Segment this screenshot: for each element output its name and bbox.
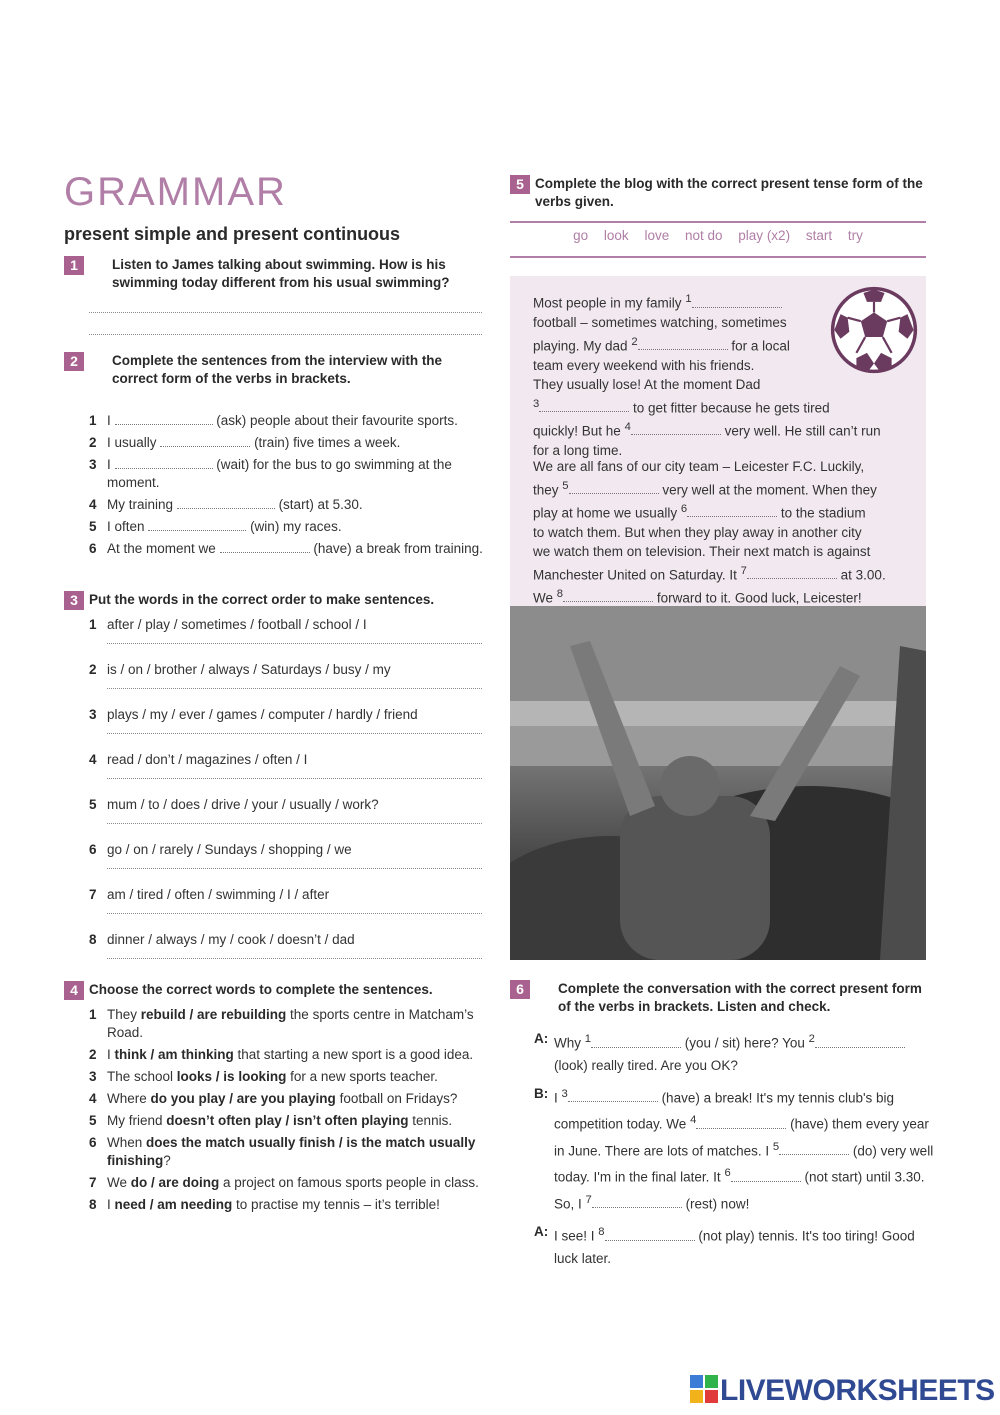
item-number: 5	[89, 797, 97, 812]
item-number: 6	[89, 1135, 97, 1150]
list-item	[89, 706, 482, 724]
item-text: I usually	[107, 435, 157, 450]
choice-options[interactable]: think / am thinking	[114, 1047, 234, 1062]
blog-text: to get fitter because he gets tired	[633, 400, 830, 415]
item-number: 7	[89, 887, 97, 902]
list-item	[89, 496, 484, 514]
exercise-instruction: Complete the sentences from the interview with the correct form of the verbs in brackets.	[112, 353, 443, 386]
gap-number: 7	[740, 564, 747, 577]
answer-line[interactable]	[107, 913, 482, 914]
item-number: 2	[89, 1047, 97, 1062]
blog-text: Manchester United on Saturday. It	[533, 567, 737, 582]
gap-number: 6	[680, 502, 688, 515]
answer-gap[interactable]	[160, 435, 250, 447]
exercise-instruction: Complete the blog with the correct present tense form of the verbs given.	[535, 176, 923, 209]
item-number: 7	[89, 1175, 97, 1190]
item-text: dinner / always / my / cook / doesn’t / dad	[107, 932, 355, 947]
item-number: 5	[89, 519, 97, 534]
gap-number: 4	[624, 420, 631, 433]
blog-text: team every weekend with his friends.	[533, 357, 755, 373]
answer-gap[interactable]	[569, 482, 659, 494]
item-number: 6	[89, 842, 97, 857]
word-option: look	[603, 228, 629, 243]
answer-gap[interactable]	[148, 519, 246, 531]
word-option: love	[644, 228, 670, 243]
item-text: When	[107, 1135, 147, 1150]
blog-text: play at home we usually	[533, 505, 678, 520]
answer-gap[interactable]	[592, 1196, 682, 1208]
blog-text: very well. He still can’t run	[724, 423, 881, 438]
exercise-number: 4	[64, 981, 84, 1000]
gap-number: 7	[585, 1193, 592, 1206]
item-number: 8	[89, 1197, 97, 1212]
item-text: tennis.	[408, 1113, 453, 1128]
answer-gap[interactable]	[638, 338, 728, 350]
list-item	[89, 1046, 484, 1064]
blog-text: we watch them on television. Their next match is against	[533, 544, 871, 559]
item-text: I	[107, 1047, 115, 1062]
gap-number: 2	[631, 335, 638, 348]
exercise-number: 3	[64, 591, 84, 610]
item-text: (win) my races.	[250, 519, 342, 534]
choice-options[interactable]: do / are doing	[130, 1175, 220, 1190]
item-text: football on Fridays?	[335, 1091, 458, 1106]
blog-paragraph-2	[533, 457, 918, 608]
gap-number: 2	[808, 1033, 815, 1045]
exercise-number: 6	[510, 980, 530, 999]
gap-number: 6	[724, 1167, 731, 1179]
list-item	[89, 751, 482, 769]
item-number: 8	[89, 932, 97, 947]
list-item	[89, 518, 484, 536]
item-number: 5	[89, 1113, 97, 1128]
line-text: (look) really tired. Are you OK?	[554, 1057, 738, 1073]
blog-text: they	[533, 482, 559, 497]
item-number: 3	[89, 1069, 97, 1084]
stadium-fans-photo	[510, 606, 926, 960]
answer-line[interactable]	[107, 733, 482, 734]
blog-text: They usually lose! At the moment Dad	[533, 377, 761, 392]
choice-options[interactable]: do you play / are you playing	[150, 1091, 336, 1106]
exercise-1-heading	[64, 256, 484, 292]
list-item	[89, 886, 482, 904]
choice-options[interactable]: rebuild / are rebuilding	[140, 1007, 287, 1022]
page-title: GRAMMAR	[64, 170, 287, 214]
line-text: (rest) now!	[685, 1196, 750, 1211]
blog-text: Most people in my family	[533, 295, 682, 311]
answer-gap[interactable]	[692, 296, 782, 308]
page-subtitle: present simple and present continuous	[64, 224, 401, 244]
item-text: (have) a break from training.	[313, 541, 483, 556]
list-item	[89, 1134, 484, 1170]
answer-gap[interactable]	[115, 457, 213, 469]
item-text: plays / my / ever / games / computer / hardly / friend	[107, 707, 418, 722]
list-item	[89, 1006, 484, 1042]
exercise-4-items	[89, 1006, 484, 1218]
item-text: I	[107, 457, 111, 472]
exercise-instruction: Choose the correct words to complete the sentences.	[89, 982, 433, 997]
line-text: (not start) until 3.30. So, I	[554, 1169, 925, 1211]
item-text: is / on / brother / always / Saturdays / busy / my	[107, 662, 391, 677]
item-text: (train) five times a week.	[254, 435, 401, 450]
item-text: that starting a new sport is a good idea.	[233, 1047, 474, 1062]
line-text: (not play) tennis. It's too tiring! Good luck later.	[554, 1228, 915, 1266]
item-text: (wait) for the bus to go swimming at the moment.	[107, 457, 452, 490]
speaker: B:	[534, 1085, 549, 1101]
blog-text: football – sometimes watching, sometimes	[533, 315, 787, 330]
item-text: the sports centre in Matcham’s Road.	[107, 1007, 474, 1040]
exercise-number: 2	[64, 352, 84, 371]
list-item	[89, 616, 482, 634]
blog-paragraph-1	[533, 290, 913, 460]
item-text: I	[107, 1197, 115, 1212]
answer-gap[interactable]	[631, 423, 721, 435]
item-text: My friend	[107, 1113, 167, 1128]
item-number: 2	[89, 435, 97, 450]
item-text: for a new sports teacher.	[286, 1069, 438, 1084]
blog-text: playing. My dad	[533, 338, 628, 353]
list-item	[89, 661, 482, 679]
answer-gap[interactable]	[539, 400, 629, 412]
list-item	[89, 841, 482, 859]
answer-line[interactable]	[89, 312, 482, 313]
item-text: ?	[163, 1153, 171, 1168]
item-number: 2	[89, 662, 97, 677]
answer-gap[interactable]	[696, 1117, 786, 1129]
word-option: go	[573, 228, 589, 243]
speaker: A:	[534, 1031, 549, 1046]
item-number: 3	[89, 457, 97, 472]
blog-text: for a long time.	[533, 442, 623, 458]
blog-text: for a local	[731, 338, 790, 353]
item-text: (start) at 5.30.	[278, 497, 363, 512]
answer-gap[interactable]	[220, 541, 310, 553]
blog-text: forward to it. Good luck, Leicester!	[656, 590, 862, 605]
exercise-3-items	[89, 616, 482, 976]
item-text: mum / to / does / drive / your / usually / work?	[107, 797, 379, 812]
word-option: play (x2)	[738, 228, 791, 243]
item-text: go / on / rarely / Sundays / shopping / we	[107, 842, 352, 857]
speaker: A:	[534, 1224, 549, 1239]
blog-text: quickly! But he	[533, 423, 621, 438]
list-item	[89, 456, 484, 492]
line-text: I see! I	[554, 1228, 595, 1244]
list-item	[89, 931, 482, 949]
answer-gap[interactable]	[115, 413, 213, 425]
line-text: (do) very well today. I'm in the final later. It	[554, 1143, 934, 1185]
answer-line[interactable]	[107, 958, 482, 959]
line-text: (you / sit) here? You	[684, 1035, 805, 1051]
answer-gap[interactable]	[605, 1229, 695, 1241]
list-item	[89, 434, 484, 452]
answer-line[interactable]	[89, 334, 482, 335]
answer-gap[interactable]	[591, 1036, 681, 1048]
item-number: 1	[89, 617, 97, 632]
item-number: 3	[89, 707, 97, 722]
list-item	[89, 796, 482, 814]
exercise-instruction: Listen to James talking about swimming. How is his swimming today different from his usual swimming?	[112, 257, 450, 290]
item-text: They	[107, 1007, 141, 1022]
choice-options[interactable]: looks / is looking	[176, 1069, 287, 1084]
exercise-instruction: Put the words in the correct order to make sentences.	[89, 592, 435, 607]
item-text: after / play / sometimes / football / school / I	[107, 617, 367, 632]
answer-gap[interactable]	[568, 1090, 658, 1102]
item-text: I	[107, 413, 111, 428]
item-number: 1	[89, 1007, 97, 1022]
item-text: The school	[107, 1069, 177, 1084]
line-text: (have) a break! It's my tennis club's big competition today. We	[554, 1090, 895, 1132]
blog-text: to watch them. But when they play away in another city	[533, 524, 862, 540]
item-text: We	[107, 1175, 131, 1190]
word-option: start	[805, 228, 833, 243]
list-item	[89, 1090, 484, 1108]
blog-text: We	[533, 590, 554, 605]
conversation	[534, 1028, 934, 1276]
exercise-2-heading	[64, 352, 484, 388]
choice-options[interactable]: doesn’t often play / isn’t often playing	[166, 1113, 409, 1128]
divider	[510, 256, 926, 258]
answer-gap[interactable]	[779, 1143, 849, 1155]
blog-text: at 3.00.	[840, 567, 886, 582]
conversation-line	[534, 1221, 934, 1270]
exercise-4-heading	[64, 981, 484, 999]
logo-text: LIVEWORKSHEETS	[720, 1374, 995, 1407]
item-text: I often	[107, 519, 145, 534]
gap-number: 1	[584, 1033, 592, 1045]
item-number: 1	[89, 413, 97, 428]
gap-number: 5	[562, 479, 569, 492]
item-text: read / don’t / magazines / often / I	[107, 752, 308, 767]
answer-line[interactable]	[107, 643, 482, 644]
item-text: My training	[107, 497, 174, 512]
blog-panel	[510, 276, 926, 606]
gap-number: 8	[556, 587, 564, 600]
item-number: 4	[89, 497, 97, 512]
list-item	[89, 1174, 484, 1192]
conversation-line	[534, 1028, 934, 1077]
gap-number: 4	[690, 1114, 697, 1126]
gap-number: 1	[685, 293, 692, 305]
word-box	[510, 228, 926, 243]
gap-number: 3	[561, 1087, 568, 1100]
list-item	[89, 412, 484, 430]
line-text: I	[554, 1090, 558, 1105]
item-text: (ask) people about their favourite sports.	[216, 413, 458, 428]
line-text: Why	[554, 1035, 581, 1051]
blog-text: very well at the moment. When they	[662, 482, 877, 497]
item-text: Where	[107, 1091, 151, 1106]
item-number: 4	[89, 752, 97, 767]
answer-gap[interactable]	[563, 590, 653, 602]
answer-line[interactable]	[107, 688, 482, 689]
blog-text: to the stadium	[780, 505, 866, 520]
answer-gap[interactable]	[687, 505, 777, 517]
item-text: a project on famous sports people in class.	[219, 1175, 479, 1190]
crowd-illustration	[510, 606, 926, 960]
exercise-number: 1	[64, 256, 84, 275]
word-option: not do	[684, 228, 723, 243]
item-text: am / tired / often / swimming / I / after	[107, 887, 330, 902]
exercise-instruction: Complete the conversation with the correct present form of the verbs in brackets. Listen and check.	[558, 981, 922, 1014]
exercise-2-items	[89, 412, 484, 558]
logo-mark-icon	[690, 1375, 718, 1403]
list-item	[89, 1112, 484, 1130]
exercise-5-heading	[510, 175, 926, 211]
answer-gap[interactable]	[731, 1170, 801, 1182]
line-text: (have) them every year in June. There are lots of matches. I	[554, 1116, 929, 1158]
item-text: At the moment we	[107, 541, 216, 556]
gap-number: 3	[533, 397, 540, 410]
exercise-3-heading	[64, 591, 484, 609]
answer-line[interactable]	[107, 868, 482, 869]
item-number: 6	[89, 541, 97, 556]
exercise-number: 5	[510, 175, 530, 194]
gap-number: 5	[772, 1140, 780, 1153]
choice-options[interactable]: does the match usually finish / is the match usually finishing	[107, 1135, 476, 1168]
blog-text: We are all fans of our city team – Leicester F.C. Luckily,	[533, 459, 865, 474]
item-text: to practise my tennis – it’s terrible!	[232, 1197, 440, 1212]
answer-gap[interactable]	[815, 1036, 905, 1048]
liveworksheets-logo	[690, 1374, 995, 1408]
conversation-line	[534, 1083, 934, 1216]
choice-options[interactable]: need / am needing	[114, 1197, 233, 1212]
answer-line[interactable]	[107, 823, 482, 824]
answer-line[interactable]	[107, 778, 482, 779]
list-item	[89, 1068, 484, 1086]
exercise-6-heading	[510, 980, 930, 1016]
word-option: try	[847, 228, 863, 243]
list-item	[89, 540, 484, 558]
list-item	[89, 1196, 484, 1214]
item-number: 4	[89, 1091, 97, 1106]
gap-number: 8	[598, 1226, 605, 1238]
answer-gap[interactable]	[747, 567, 837, 579]
answer-gap[interactable]	[177, 497, 275, 509]
divider	[510, 221, 926, 223]
